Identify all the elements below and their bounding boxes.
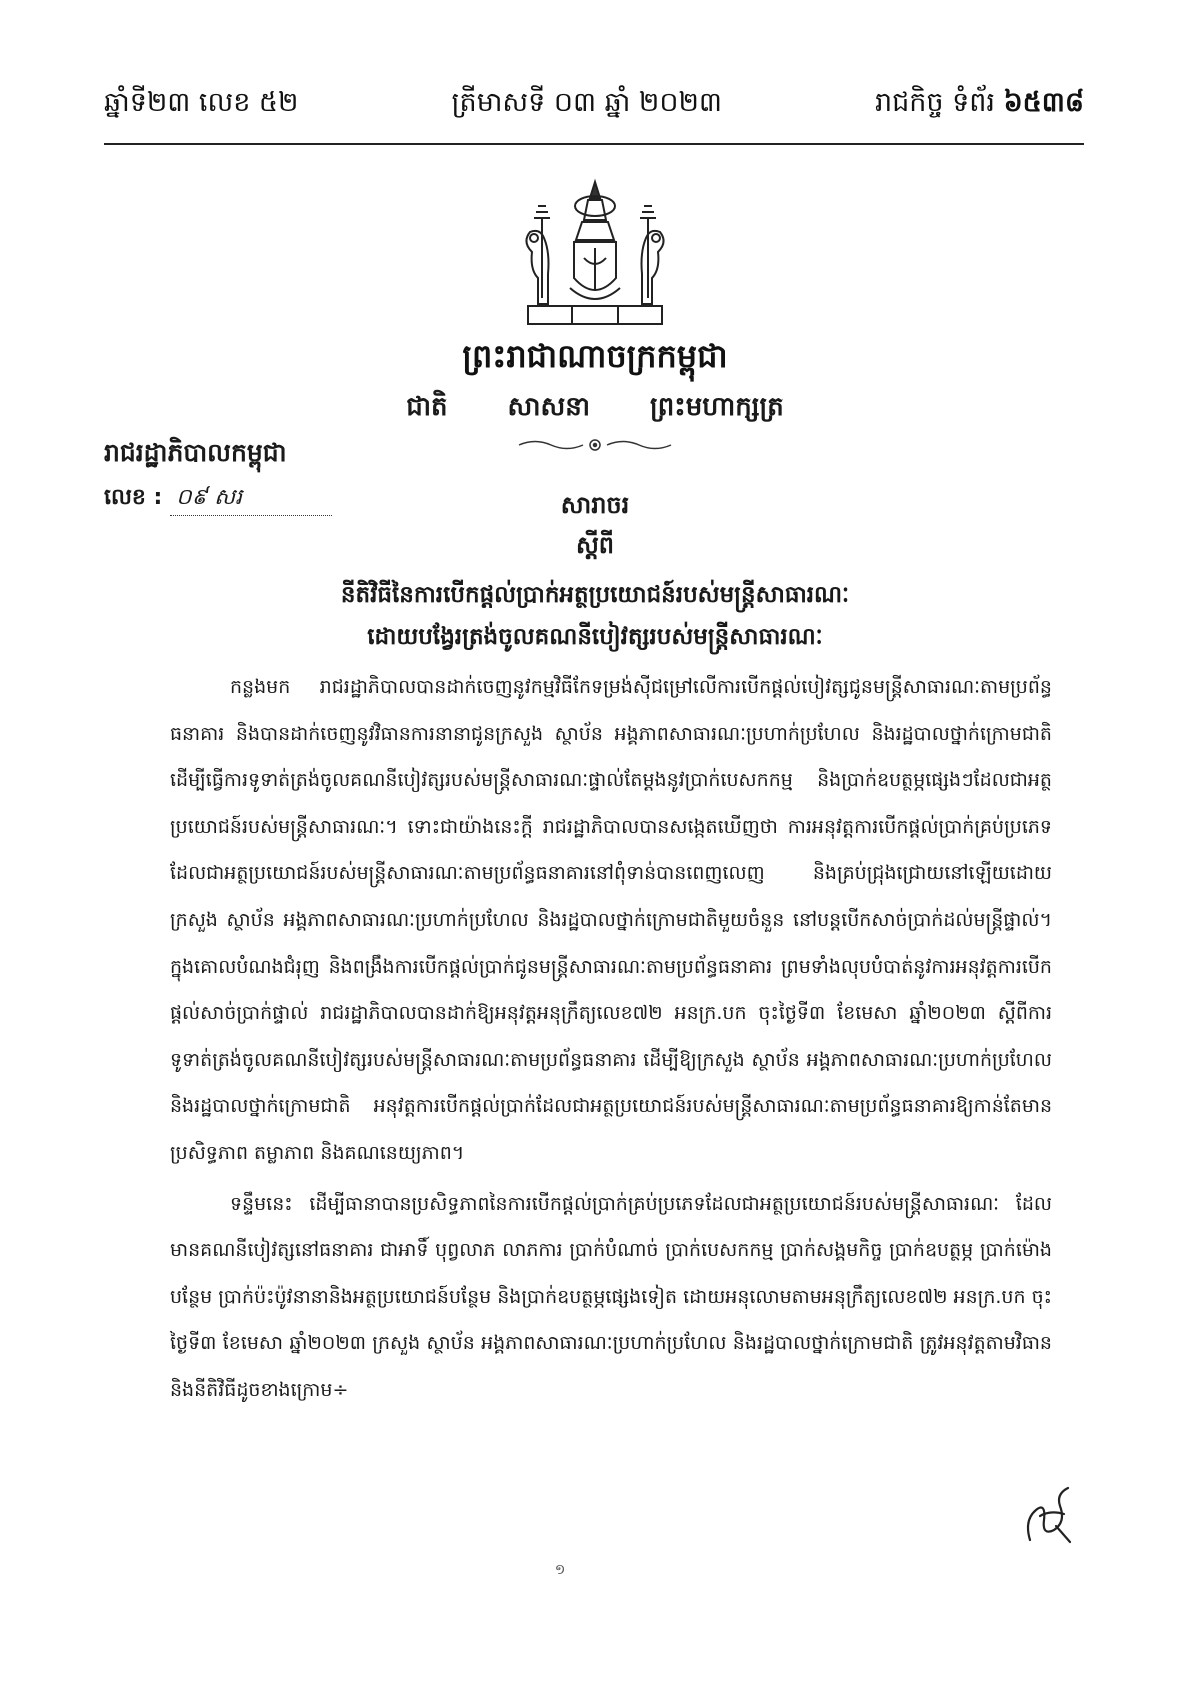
title-line-2: ដោយបង្វែរត្រង់ចូលគណនីបៀវត្សរបស់មន្ត្រីសាធារណៈ (367, 624, 823, 650)
document-body (170, 664, 1052, 1414)
motto-religion: សាសនា (507, 392, 591, 422)
issue-date: ត្រីមាសទី ០៣ ឆ្នាំ ២០២៣ (451, 87, 722, 118)
document-type: សារាចរ (560, 491, 630, 519)
reference-number (104, 483, 332, 516)
royal-arms-emblem-icon (510, 178, 680, 338)
gazette-page (875, 86, 1084, 125)
motto-king: ព្រះមហាក្សត្រ (650, 392, 784, 422)
motto-nation: ជាតិ (406, 392, 448, 422)
title-line-1: នីតិវិធីនៃការបើកផ្តល់ប្រាក់អត្ថប្រយោជន៍របស់មន្ត្រីសាធារណៈ (340, 582, 850, 608)
page-footer-number: ១ (554, 1562, 566, 1578)
body-paragraph-2: ទន្ទឹមនេះ ដើម្បីធានាបានប្រសិទ្ធភាពនៃការបើកផ្តល់ប្រាក់គ្រប់ប្រភេទដែលជាអត្ថប្រយោជន៍របស់មន្ត្រីសាធារណៈ ដែលមានគណនីបៀវត្សនៅធនាគារ ជាអាទិ៍ បុព្វលាភ លាភការ ប្រាក់បំណាច់ ប្រាក់បេសកកម្ម ប្រាក់សង្គមកិច្ច ប្រាក់ឧបត្ថម្ភ ប្រាក់ម៉ោងបន្ថែម ប្រាក់ប៉ះប៉ូវនានានិងអត្ថប្រយោជន៍បន្ថែម និងប្រាក់ឧបត្ថម្ភផ្សេងទៀត ដោយអនុលោមតាមអនុក្រឹត្យលេខ៧២ អនក្រ.បក ចុះថ្ងៃទី៣ ខែមេសា ឆ្នាំ២០២៣ ក្រសួង ស្ថាប័ន អង្គភាពសាធារណៈប្រហាក់ប្រហែល និងរដ្ឋបាលថ្នាក់ក្រោមជាតិ ត្រូវអនុវត្តតាមវិធាន និងនីតិវិធីដូចខាងក្រោម÷ (170, 1192, 1052, 1401)
reference-value: ០៩ សរ (170, 483, 332, 516)
reference-label: លេខ : (104, 485, 163, 510)
ornament-divider-icon (515, 436, 675, 454)
document-title (170, 574, 1020, 658)
document-about: ស្តីពី (575, 531, 615, 559)
gazette-page-label: រាជកិច្ច ទំព័រ (874, 87, 995, 118)
gazette-page-number: ៦៥៣៨ (1003, 87, 1084, 118)
kingdom-title: ព្រះរាជាណាចក្រកម្ពុជា (462, 337, 728, 375)
body-paragraph-1: កន្លងមក រាជរដ្ឋាភិបាលបានដាក់ចេញនូវកម្មវិធីកែទម្រង់ស៊ីជម្រៅលើការបើកផ្តល់បៀវត្សជូនមន្ត្រីសាធារណៈតាមប្រព័ន្ធធនាគារ និងបានដាក់ចេញនូវវិធានការនានាជូនក្រសួង ស្ថាប័ន អង្គភាពសាធារណៈប្រហាក់ប្រហែល និងរដ្ឋបាលថ្នាក់ក្រោមជាតិ ដើម្បីធ្វើការទូទាត់ត្រង់ចូលគណនីបៀវត្សរបស់មន្ត្រីសាធារណៈផ្ទាល់តែម្តងនូវប្រាក់បេសកកម្ម និងប្រាក់ឧបត្ថម្ភផ្សេងៗដែលជាអត្ថប្រយោជន៍របស់មន្ត្រីសាធារណៈ។ ទោះជាយ៉ាងនេះក្តី រាជរដ្ឋាភិបាលបានសង្កេតឃើញថា ការអនុវត្តការបើកផ្តល់ប្រាក់គ្រប់ប្រភេទដែលជាអត្ថប្រយោជន៍របស់មន្ត្រីសាធារណៈតាមប្រព័ន្ធធនាគារនៅពុំទាន់បានពេញលេញ និងគ្រប់ជ្រុងជ្រោយនៅឡើយដោយក្រសួង ស្ថាប័ន អង្គភាពសាធារណៈប្រហាក់ប្រហែល និងរដ្ឋបាលថ្នាក់ក្រោមជាតិមួយចំនួន នៅបន្តបើកសាច់ប្រាក់ដល់មន្ត្រីផ្ទាល់។ ក្នុងគោលបំណងជំរុញ និងពង្រឹងការបើកផ្តល់ប្រាក់ជូនមន្ត្រីសាធារណៈតាមប្រព័ន្ធធនាគារ ព្រមទាំងលុបបំបាត់នូវការអនុវត្តការបើកផ្តល់សាច់ប្រាក់ផ្ទាល់ រាជរដ្ឋាភិបាលបានដាក់ឱ្យអនុវត្តអនុក្រឹត្យលេខ៧២ អនក្រ.បក ចុះថ្ងៃទី៣ ខែមេសា ឆ្នាំ២០២៣ ស្តីពីការទូទាត់ត្រង់ចូលគណនីបៀវត្សរបស់មន្ត្រីសាធារណៈតាមប្រព័ន្ធធនាគារ ដើម្បីឱ្យក្រសួង ស្ថាប័ន អង្គភាពសាធារណៈប្រហាក់ប្រហែល និងរដ្ឋបាលថ្នាក់ក្រោមជាតិ អនុវត្តការបើកផ្តល់ប្រាក់ដែលជាអត្ថប្រយោជន៍របស់មន្ត្រីសាធារណៈតាមប្រព័ន្ធធនាគារឱ្យកាន់តែមានប្រសិទ្ធភាព តម្លាភាព និងគណនេយ្យភាព។ (170, 676, 1052, 1164)
initials-signature-icon (1020, 1480, 1080, 1550)
header-divider (104, 143, 1084, 145)
issue-info: ឆ្នាំទី២៣ លេខ ៥២ (104, 87, 299, 118)
government-name: រាជរដ្ឋាភិបាលកម្ពុជា (104, 438, 287, 467)
gazette-header (104, 86, 1084, 125)
national-motto (340, 390, 850, 428)
